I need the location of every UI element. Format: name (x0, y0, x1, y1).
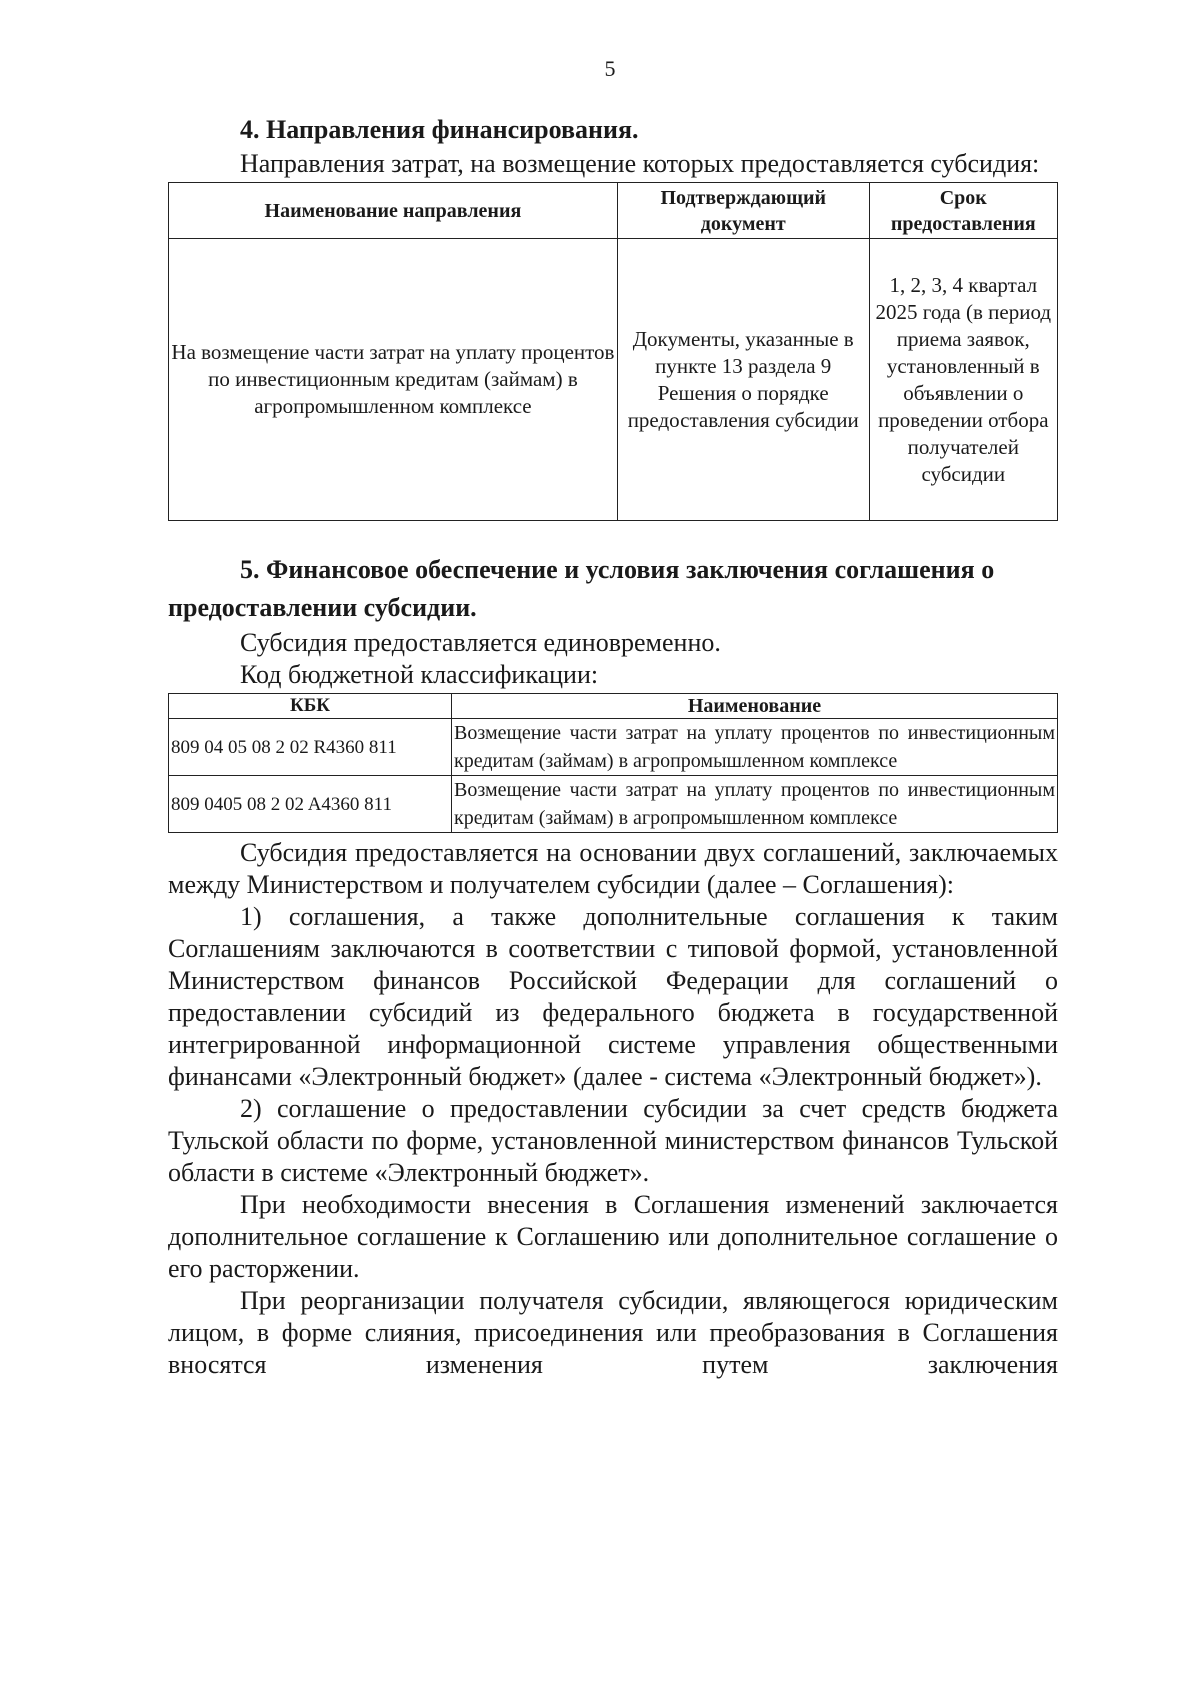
directions-table-header (169, 183, 1058, 239)
header-name: Наименование (452, 694, 1058, 719)
table-row (169, 719, 1058, 776)
paragraph-item-2: 2) соглашение о предоставлении субсидии за счет средств бюджета Тульской области по форме, установленной министерством финансов Тульской области в системе «Электронный бюджет». (168, 1094, 1058, 1187)
cell-direction: На возмещение части затрат на уплату процентов по инвестиционным кредитам (займам) в агропромышленном комплексе (169, 239, 618, 521)
kbk-name: Возмещение части затрат на уплату процентов по инвестиционным кредитам (займам) в агропромышленном комплексе (452, 776, 1058, 833)
kbk-table-header (169, 694, 1058, 719)
header-direction: Наименование направления (169, 183, 618, 239)
section-5-heading: 5. Финансовое обеспечение и условия заключения соглашения о предоставлении субсидии. (168, 555, 995, 622)
cell-document: Документы, указанные в пункте 13 раздела 9 Решения о порядке предоставления субсидии (617, 239, 869, 521)
paragraph-reorganization: При реорганизации получателя субсидии, являющегося юридическим лицом, в форме слияния, присоединения или преобразования в Соглашения вносятся изменения путем заключения (168, 1286, 1058, 1379)
kbk-name: Возмещение части затрат на уплату процентов по инвестиционным кредитам (займам) в агропромышленном комплексе (452, 719, 1058, 776)
directions-table (168, 182, 1058, 521)
table-row (169, 776, 1058, 833)
table-row (169, 239, 1058, 521)
section-5-line1: Субсидия предоставляется единовременно. (240, 628, 721, 657)
section-4-heading: 4. Направления финансирования. (240, 115, 639, 144)
page-number: 5 (604, 56, 616, 81)
kbk-table (168, 693, 1058, 833)
section-4-intro: Направления затрат, на возмещение которых предоставляется субсидия: (240, 149, 1040, 178)
header-kbk: КБК (169, 694, 452, 719)
kbk-code: 809 04 05 08 2 02 R4360 811 (169, 719, 452, 776)
header-term: Срок предоставления (869, 183, 1057, 239)
document-body (168, 112, 1058, 1381)
cell-term: 1, 2, 3, 4 квартал 2025 года (в период приема заявок, установленный в объявлении о проведении отбора получателей субсидии (869, 239, 1057, 521)
paragraph-item-1: 1) соглашения, а также дополнительные соглашения к таким Соглашениям заключаются в соответствии с типовой формой, установленной Министерством финансов Российской Федерации для соглашений о предоставлении субсидий из федерального бюджета в государственной интегрированной информационной системе управления общественными финансами «Электронный бюджет» (далее - система «Электронный бюджет»). (168, 902, 1058, 1091)
section-5-line2: Код бюджетной классификации: (240, 660, 599, 689)
paragraph-agreements: Субсидия предоставляется на основании двух соглашений, заключаемых между Министерством и получателем субсидии (далее – Соглашения): (168, 838, 1058, 899)
kbk-code: 809 0405 08 2 02 A4360 811 (169, 776, 452, 833)
header-document: Подтверждающий документ (617, 183, 869, 239)
paragraph-amendments: При необходимости внесения в Соглашения изменений заключается дополнительное соглашение к Соглашению или дополнительное соглашение о его расторжении. (168, 1190, 1058, 1283)
